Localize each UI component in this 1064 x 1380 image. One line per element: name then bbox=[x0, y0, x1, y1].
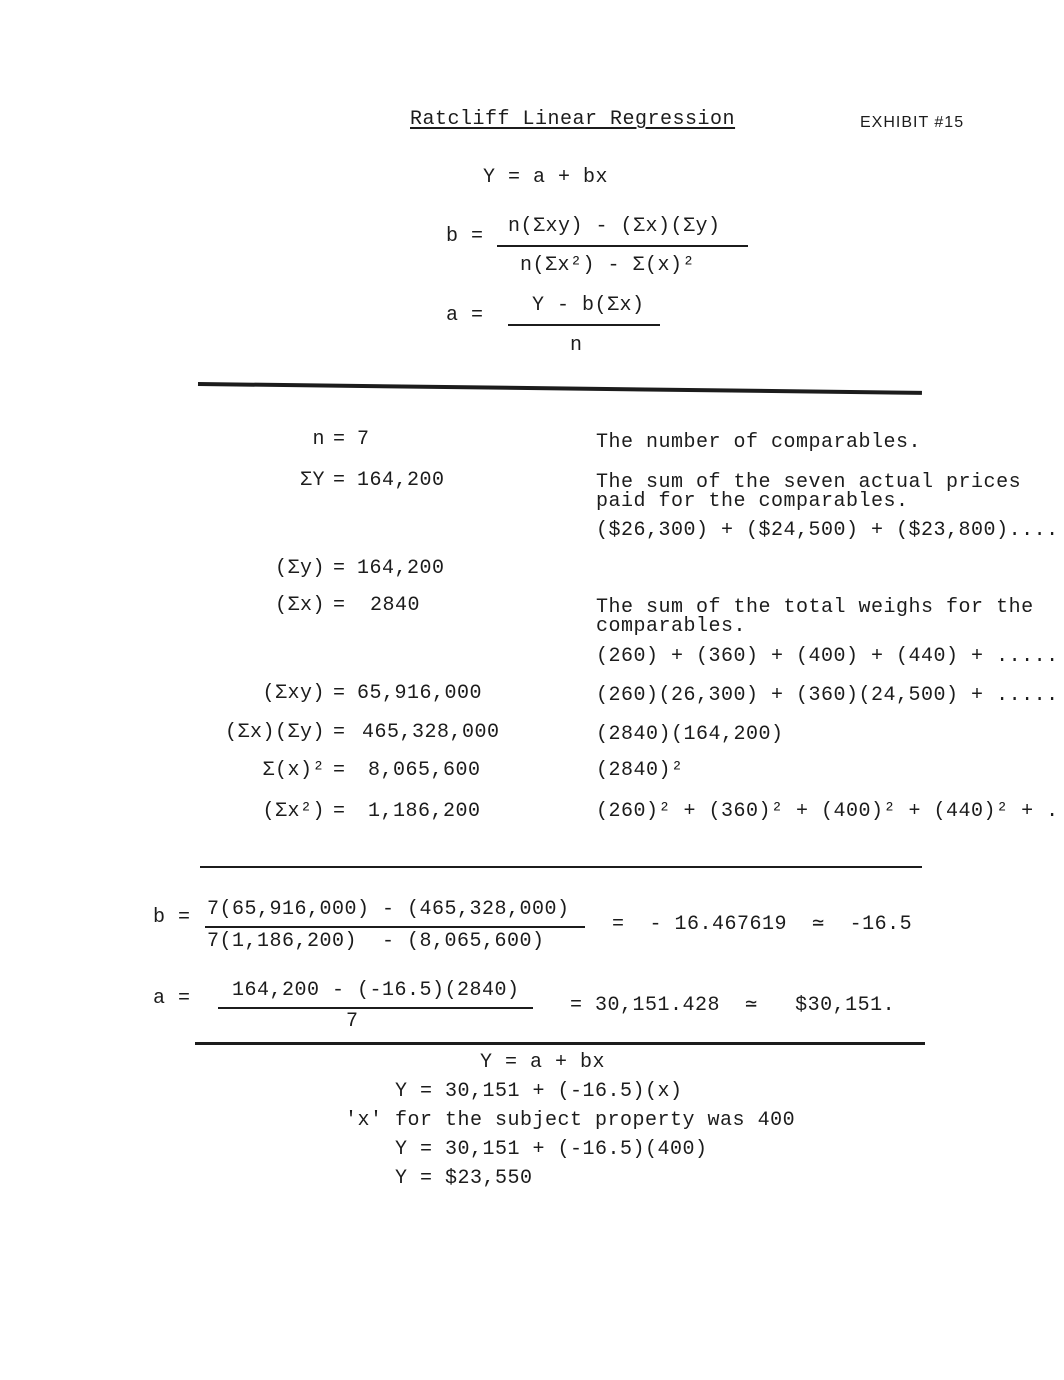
definition-value: 164,200 bbox=[357, 557, 445, 580]
equals-sign: = bbox=[333, 469, 346, 492]
definition-value: 8,065,600 bbox=[368, 759, 481, 782]
a-calc-denominator: 7 bbox=[346, 1010, 359, 1033]
a-formula-fraction-bar bbox=[508, 324, 660, 326]
equals-sign: = bbox=[333, 721, 346, 744]
definition-note: comparables. bbox=[596, 616, 747, 638]
section-divider bbox=[200, 866, 922, 868]
definition-value: 2840 bbox=[370, 594, 421, 617]
definition-symbol: (Σx)(Σy) bbox=[224, 721, 325, 744]
definition-note: The number of comparables. bbox=[596, 432, 922, 454]
b-formula-numerator: n(Σxy) - (Σx)(Σy) bbox=[508, 215, 721, 238]
result-line: Y = 30,151 + (-16.5)(x) bbox=[395, 1080, 683, 1103]
definition-symbol: (Σx²) bbox=[262, 800, 325, 823]
b-calc-numerator: 7(65,916,000) - (465,328,000) bbox=[207, 898, 570, 921]
definition-symbol: n bbox=[312, 428, 325, 451]
definition-value: 7 bbox=[357, 428, 370, 451]
definition-value: 1,186,200 bbox=[368, 800, 481, 823]
result-line: Y = a + bx bbox=[480, 1051, 606, 1074]
a-formula-label: a = bbox=[446, 304, 484, 327]
definition-symbol: (Σxy) bbox=[262, 682, 325, 705]
a-formula-numerator: Y - b(Σx) bbox=[532, 294, 645, 317]
definition-symbol: (Σy) bbox=[274, 557, 325, 580]
definition-note: The sum of the total weighs for the bbox=[596, 597, 1034, 619]
a-calc-label: a = bbox=[153, 987, 191, 1010]
definition-value: 65,916,000 bbox=[357, 682, 483, 705]
definition-note: (2840)(164,200) bbox=[596, 724, 784, 746]
b-calc-label: b = bbox=[153, 906, 191, 929]
b-formula-label: b = bbox=[446, 225, 484, 248]
definition-note: (2840)² bbox=[596, 760, 684, 782]
b-formula-fraction-bar bbox=[497, 245, 748, 247]
a-formula-denominator: n bbox=[570, 334, 583, 357]
document-title: Ratcliff Linear Regression bbox=[410, 108, 736, 131]
a-calc-fraction-bar bbox=[218, 1007, 533, 1009]
equals-sign: = bbox=[333, 682, 346, 705]
b-calc-fraction-bar bbox=[205, 926, 585, 928]
a-calc-numerator: 164,200 - (-16.5)(2840) bbox=[232, 979, 520, 1002]
definition-note: The sum of the seven actual prices bbox=[596, 472, 1022, 494]
definition-symbol: (Σx) bbox=[274, 594, 325, 617]
definition-note: paid for the comparables. bbox=[596, 491, 909, 513]
equals-sign: = bbox=[333, 759, 346, 782]
b-calc-result: = - 16.467619 ≃ -16.5 bbox=[612, 913, 913, 936]
exhibit-label: EXHIBIT #15 bbox=[860, 114, 965, 131]
model-equation: Y = a + bx bbox=[483, 166, 609, 189]
definition-note: (260)² + (360)² + (400)² + (440)² + . bbox=[596, 801, 1059, 823]
section-divider bbox=[195, 1042, 925, 1045]
definition-symbol: ΣY bbox=[299, 469, 325, 492]
definition-value: 164,200 bbox=[357, 469, 445, 492]
equals-sign: = bbox=[333, 594, 346, 617]
equals-sign: = bbox=[333, 428, 346, 451]
result-line: 'x' for the subject property was 400 bbox=[345, 1109, 796, 1132]
definition-note: (260)(26,300) + (360)(24,500) + ..... bbox=[596, 685, 1059, 707]
definition-value: 465,328,000 bbox=[362, 721, 500, 744]
b-calc-denominator: 7(1,186,200) - (8,065,600) bbox=[207, 930, 545, 953]
section-divider bbox=[198, 382, 922, 395]
equals-sign: = bbox=[333, 800, 346, 823]
a-calc-result: = 30,151.428 ≃ $30,151. bbox=[570, 994, 896, 1017]
definition-symbol: Σ(x)² bbox=[262, 759, 325, 782]
result-final-value: Y = $23,550 bbox=[395, 1167, 533, 1190]
equals-sign: = bbox=[333, 557, 346, 580]
result-line: Y = 30,151 + (-16.5)(400) bbox=[395, 1138, 708, 1161]
b-formula-denominator: n(Σx²) - Σ(x)² bbox=[520, 254, 696, 277]
definition-note: (260) + (360) + (400) + (440) + ..... bbox=[596, 646, 1059, 668]
definition-note: ($26,300) + ($24,500) + ($23,800).... bbox=[596, 520, 1059, 542]
